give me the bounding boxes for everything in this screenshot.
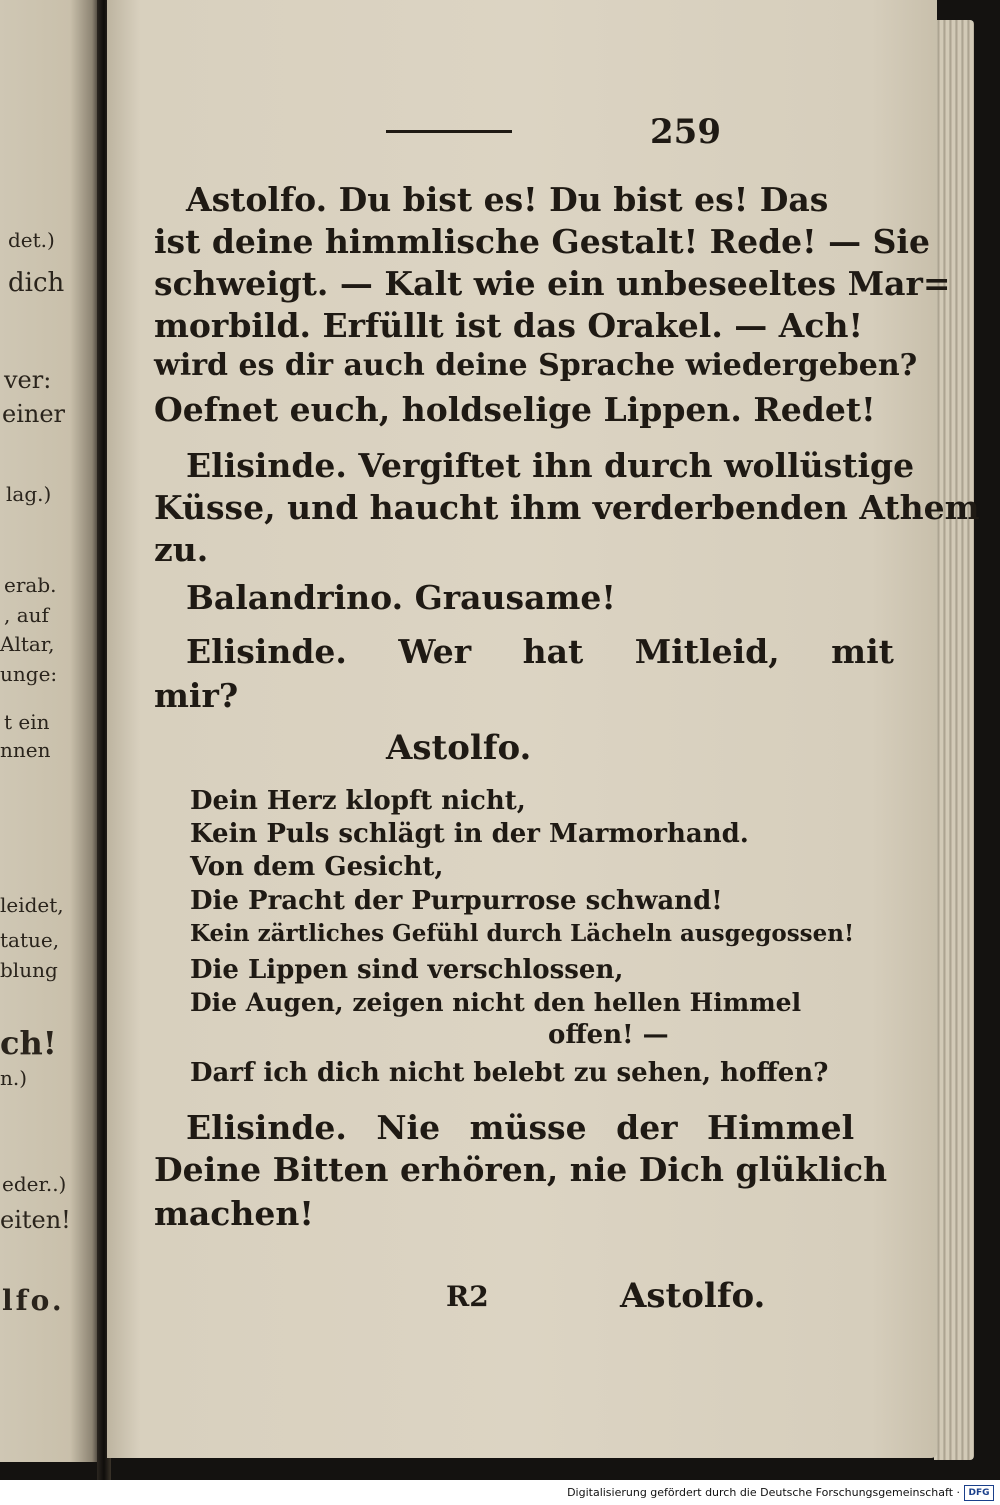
- text-line: mir?: [154, 676, 239, 715]
- left-margin-line: einer: [2, 400, 66, 428]
- signature-mark: R2: [446, 1280, 489, 1313]
- text-line: Elisinde. Wer hat Mitleid, mit: [186, 632, 894, 671]
- left-margin-line: Altar,: [0, 632, 55, 656]
- verse-line: Kein zärtliches Gefühl durch Lächeln ausgegossen!: [190, 920, 855, 947]
- text-line: ist deine himmlische Gestalt! Rede! — Sie: [154, 222, 930, 261]
- speaker-heading: Astolfo.: [386, 728, 532, 768]
- verse-line: Von dem Gesicht,: [190, 852, 444, 882]
- left-margin-line: erab.: [4, 573, 57, 597]
- left-margin-line: leidet,: [0, 893, 64, 917]
- catchword: Astolfo.: [620, 1276, 766, 1316]
- text-line: schweigt. — Kalt wie ein unbeseeltes Mar=: [154, 264, 951, 303]
- text-line: machen!: [154, 1194, 314, 1233]
- left-margin-line: eiten!: [0, 1206, 71, 1234]
- verse-line: Darf ich dich nicht belebt zu sehen, hoffen?: [190, 1058, 829, 1088]
- verse-line: Die Pracht der Purpurrose schwand!: [190, 886, 723, 916]
- page-number: 259: [650, 112, 721, 152]
- dfg-logo: DFG: [964, 1485, 994, 1501]
- verse-line: Die Lippen sind verschlossen,: [190, 955, 624, 985]
- verse-line: Dein Herz klopft nicht,: [190, 786, 526, 816]
- left-margin-line: det.): [8, 228, 55, 252]
- text-line: Balandrino. Grausame!: [186, 578, 616, 617]
- text-line: Küsse, und haucht ihm verderbenden Athem: [154, 488, 980, 527]
- footer-credit: Digitalisierung gefördert durch die Deutsche Forschungsgemeinschaft ·: [567, 1486, 960, 1499]
- left-margin-line: ver:: [4, 366, 52, 394]
- left-margin-line: lag.): [6, 482, 52, 506]
- text-line: Elisinde. Nie müsse der Himmel: [186, 1108, 855, 1147]
- verse-line: Die Augen, zeigen nicht den hellen Himmel: [190, 988, 802, 1017]
- left-margin-line: blung: [0, 958, 58, 982]
- left-margin-line: unge:: [0, 662, 58, 686]
- header-rule: [386, 130, 512, 133]
- left-margin-line: n.): [0, 1066, 28, 1090]
- text-line: Astolfo. Du bist es! Du bist es! Das: [186, 180, 829, 219]
- text-line: Deine Bitten erhören, nie Dich glüklich: [154, 1150, 888, 1189]
- left-margin-line: t ein: [4, 710, 50, 734]
- left-margin-line: lfo.: [2, 1284, 65, 1317]
- page-edges: [934, 20, 974, 1460]
- text-line: Elisinde. Vergiftet ihn durch wollüstige: [186, 446, 915, 485]
- left-margin-line: nnen: [0, 738, 51, 762]
- left-margin-line: tatue,: [0, 928, 60, 952]
- left-margin-line: , auf: [4, 603, 49, 627]
- left-margin-line: eder..): [2, 1172, 67, 1196]
- text-line: wird es dir auch deine Sprache wiedergeben?: [154, 348, 918, 383]
- text-line: Oefnet euch, holdselige Lippen. Redet!: [154, 390, 876, 429]
- left-margin-line: ch!: [0, 1024, 57, 1062]
- text-line: morbild. Erfüllt ist das Orakel. — Ach!: [154, 306, 863, 345]
- left-margin-line: dich: [8, 268, 65, 298]
- text-line: zu.: [154, 530, 209, 569]
- verse-line: Kein Puls schlägt in der Marmorhand.: [190, 819, 749, 849]
- left-page-fragment: [0, 0, 100, 1462]
- verse-line: offen! —: [548, 1020, 669, 1050]
